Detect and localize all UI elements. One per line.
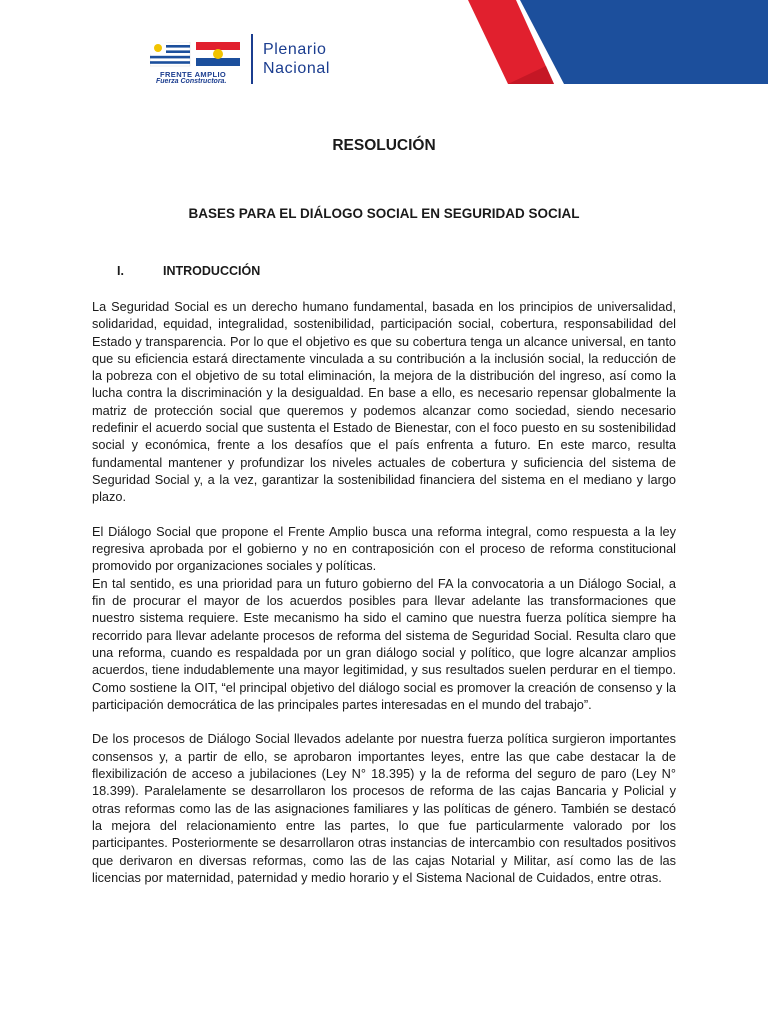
brand-line2: Nacional bbox=[263, 60, 331, 77]
logo-text-line2: Fuerza Constructora. bbox=[156, 78, 227, 85]
document-title: RESOLUCIÓN bbox=[332, 137, 436, 154]
section-heading bbox=[117, 264, 260, 278]
section-title: INTRODUCCIÓN bbox=[163, 264, 261, 278]
section-number: I. bbox=[117, 264, 124, 278]
paragraph: De los procesos de Diálogo Social llevados adelante por nuestra fuerza política surgieron importantes consensos y, a partir de ello, se aprobaron importantes leyes, entre las que cabe destacar la de flexibilización de acceso a jubilaciones (Ley N° 18.395) y la de reforma del seguro de paro (Ley N° 18.399). Paralelamente se desarrollaron los procesos de reforma de las cajas Bancaria y Policial y otras reformas como las de las asignaciones familiares y las políticas de género. También se destacó la mejora del relacionamiento entre las partes, lo que fue particularmente valorado por los participantes. Posteriormente se desarrollaron otras instancias de intercambio con resultados positivos que derivaron en diversas reformas, como las de las cajas Notarial y Militar, así como las de las licencias por maternidad, paternidad y medio horario y el Sistema Nacional de Cuidados, entre otras. bbox=[92, 731, 676, 885]
document-body bbox=[92, 298, 676, 886]
logo-divider bbox=[251, 34, 253, 84]
paragraph: La Seguridad Social es un derecho humano fundamental, basada en los principios de universalidad, solidaridad, equidad, integralidad, sostenibilidad, participación social, cobertura, responsabilidad del Estado y transparencia. Por lo que el objetivo es que su cobertura tenga un alcance universal, en tanto que su eficiencia estará directamente vinculada a su contribución a la inclusión social, la reducción de la pobreza con el objetivo de su total eliminación, la mejora de la distribución del ingreso, así como la lucha contra la discriminación y la desigualdad. En base a ello, es necesario repensar globalmente la matriz de protección social que queremos y podemos alcanzar como sociedad, siendo necesario redefinir el acuerdo social que sustenta el Estado de Bienestar, con el foco puesto en su sostenibilidad social y económica, frente a los desafíos que el país enfrenta a futuro. En este marco, resulta fundamental mantener y profundizar los niveles actuales de cobertura y suficiencia del sistema de Seguridad Social y, a la vez, garantizar la sostenibilidad financiera del sistema en el mediano y largo plazo. bbox=[92, 299, 676, 505]
paragraph: El Diálogo Social que propone el Frente Amplio busca una reforma integral, como respuesta a la ley regresiva aprobada por el gobierno y no en contraposición con el proceso de reforma constitucional promovido por organizaciones sociales y políticas. bbox=[92, 523, 676, 574]
frente-amplio-logo bbox=[150, 34, 360, 90]
flags-emblem bbox=[150, 42, 242, 70]
paragraph: En tal sentido, es una prioridad para un futuro gobierno del FA la convocatoria a un Diálogo Social, a fin de procurar el mayor de los acuerdos posibles para llevar adelante las transformaciones que nuestro sistema requiere. Este mecanismo ha sido el camino que nuestra fuerza política siempre ha recorrido para llevar adelante procesos de reforma del sistema de Seguridad Social. Resulta claro que una reforma, cuando es respaldada por un gran diálogo social y político, que logre alcanzar amplios acuerdos, tiene indudablemente una mayor legitimidad, y sus resultados suelen perdurar en el tiempo. Como sostiene la OIT, “el principal objetivo del diálogo social es promover la creación de consenso y la participación democrática de las principales partes interesadas en el mundo del trabajo”. bbox=[92, 575, 676, 712]
plenario-nacional-label bbox=[263, 40, 330, 78]
document-subtitle: BASES PARA EL DIÁLOGO SOCIAL EN SEGURIDAD SOCIAL bbox=[188, 206, 580, 221]
header-corner-graphic bbox=[468, 0, 768, 84]
logo-text-line1: FRENTE AMPLIO bbox=[160, 70, 227, 79]
brand-line1: Plenario bbox=[263, 41, 327, 58]
